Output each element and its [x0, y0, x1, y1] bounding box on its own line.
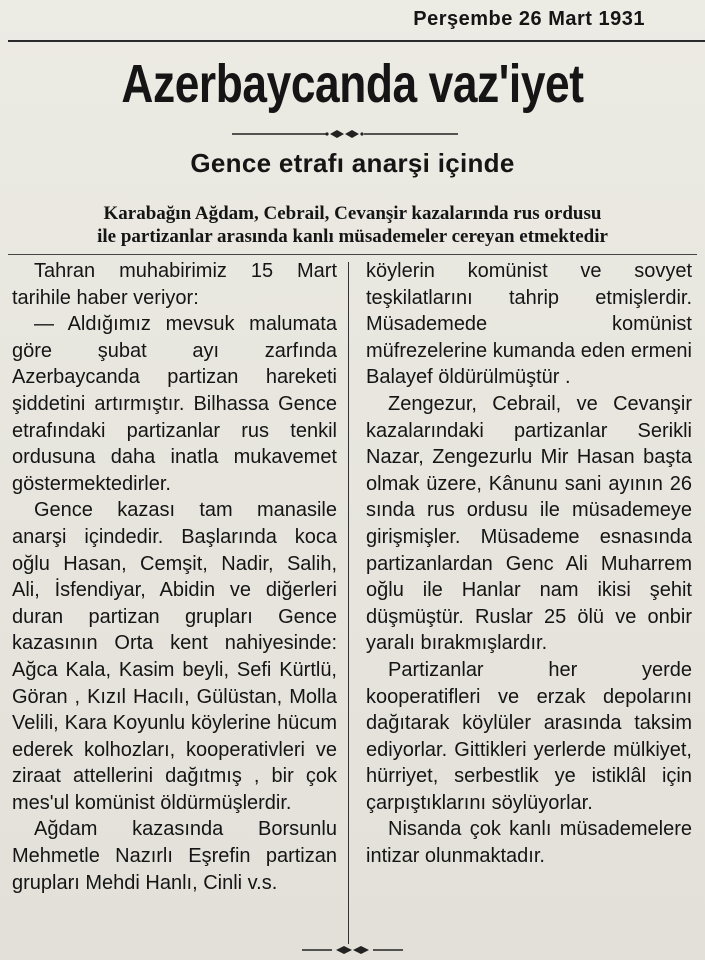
paragraph: Nisanda çok kanlı müsademelere intizar olunmaktadır.	[366, 818, 692, 868]
paragraph: köylerin komünist ve sovyet teşkilatlarını tahrip etmişlerdir. Müsademede komünist müfrezelerine kumanda eden ermeni Balayef öldürülmüştür .	[366, 260, 692, 389]
right-column	[366, 258, 692, 870]
paragraph: — Aldığımız mevsuk malumata göre şubat ayı zarfında Azerbaycanda partizan hareketi şiddetini artırmıştır. Bilhassa Gence etrafındaki partizanlar rus tenkil ordusuna daha inatla mukavemet göstermektedirler.	[12, 313, 337, 495]
paragraph: Ağdam kazasında Borsunlu Mehmetle Nazırlı Eşrefin partizan grupları Mehdi Hanlı, Cinli v.s.	[12, 818, 337, 894]
paragraph: Tahran muhabirimiz 15 Mart tarihile haber veriyor:	[12, 260, 337, 309]
subheadline: Gence etrafı anarşi içinde	[190, 148, 515, 178]
deck-line: Karabağın Ağdam, Cebrail, Cevanşir kazalarında rus ordusu	[103, 203, 602, 224]
paragraph: Zengezur, Cebrail, ve Cevanşir kazalarındaki partizanlar Serikli Nazar, Zengezurlu Mir Hasan başta olmak üzere, Kânunu sani ayının 26 sında rus ordusu ile müsademeye girişmişler. Müsademe esnasında partizanlardan Genc Ali Muharrem oğlu ile Hanlar nam ikisi şehit düşmüştür. Ruslar 25 ölü ve onbir yaralı bırakmışlardır.	[366, 392, 692, 655]
bottom-ornament	[300, 944, 405, 956]
top-rule	[8, 40, 705, 42]
column-divider	[348, 262, 349, 944]
deck	[20, 202, 685, 248]
section-rule	[8, 254, 697, 255]
left-column	[12, 258, 337, 896]
headline-ornament	[230, 128, 460, 140]
dateline: Perşembe 26 Mart 1931	[413, 8, 645, 30]
headline: Azerbaycanda vaz'iyet	[121, 54, 584, 114]
deck-line: ile partizanlar arasında kanlı müsademeler cereyan etmektedir	[97, 226, 608, 247]
paragraph: Partizanlar her yerde kooperatifleri ve erzak depolarını dağıtarak köylüler arasında taksim ediyorlar. Gittikleri yerlerde mülkiyet, hürriyet, serbestlik ye istiklâl için çarpıştıklarını söylüyorlar.	[366, 658, 692, 814]
paragraph: Gence kazası tam manasile anarşi içindedir. Başlarında koca oğlu Hasan, Cemşit, Nadir, Salih, Ali, İsfendiyar, Abidin ve diğerleri duran partizan grupları Gence kazasının Orta kent nahiyesinde: Ağca Kala, Kasim beyli, Sefi Kürtlü, Göran , Kızıl Hacılı, Gülüstan, Molla Velili, Kara Koyunlu köylerine hücum ederek kolhozları, kooperativleri ve ziraat attellerini dağıtmış , bir çok mes'ul komünist öldürmüşlerdir.	[12, 499, 337, 814]
